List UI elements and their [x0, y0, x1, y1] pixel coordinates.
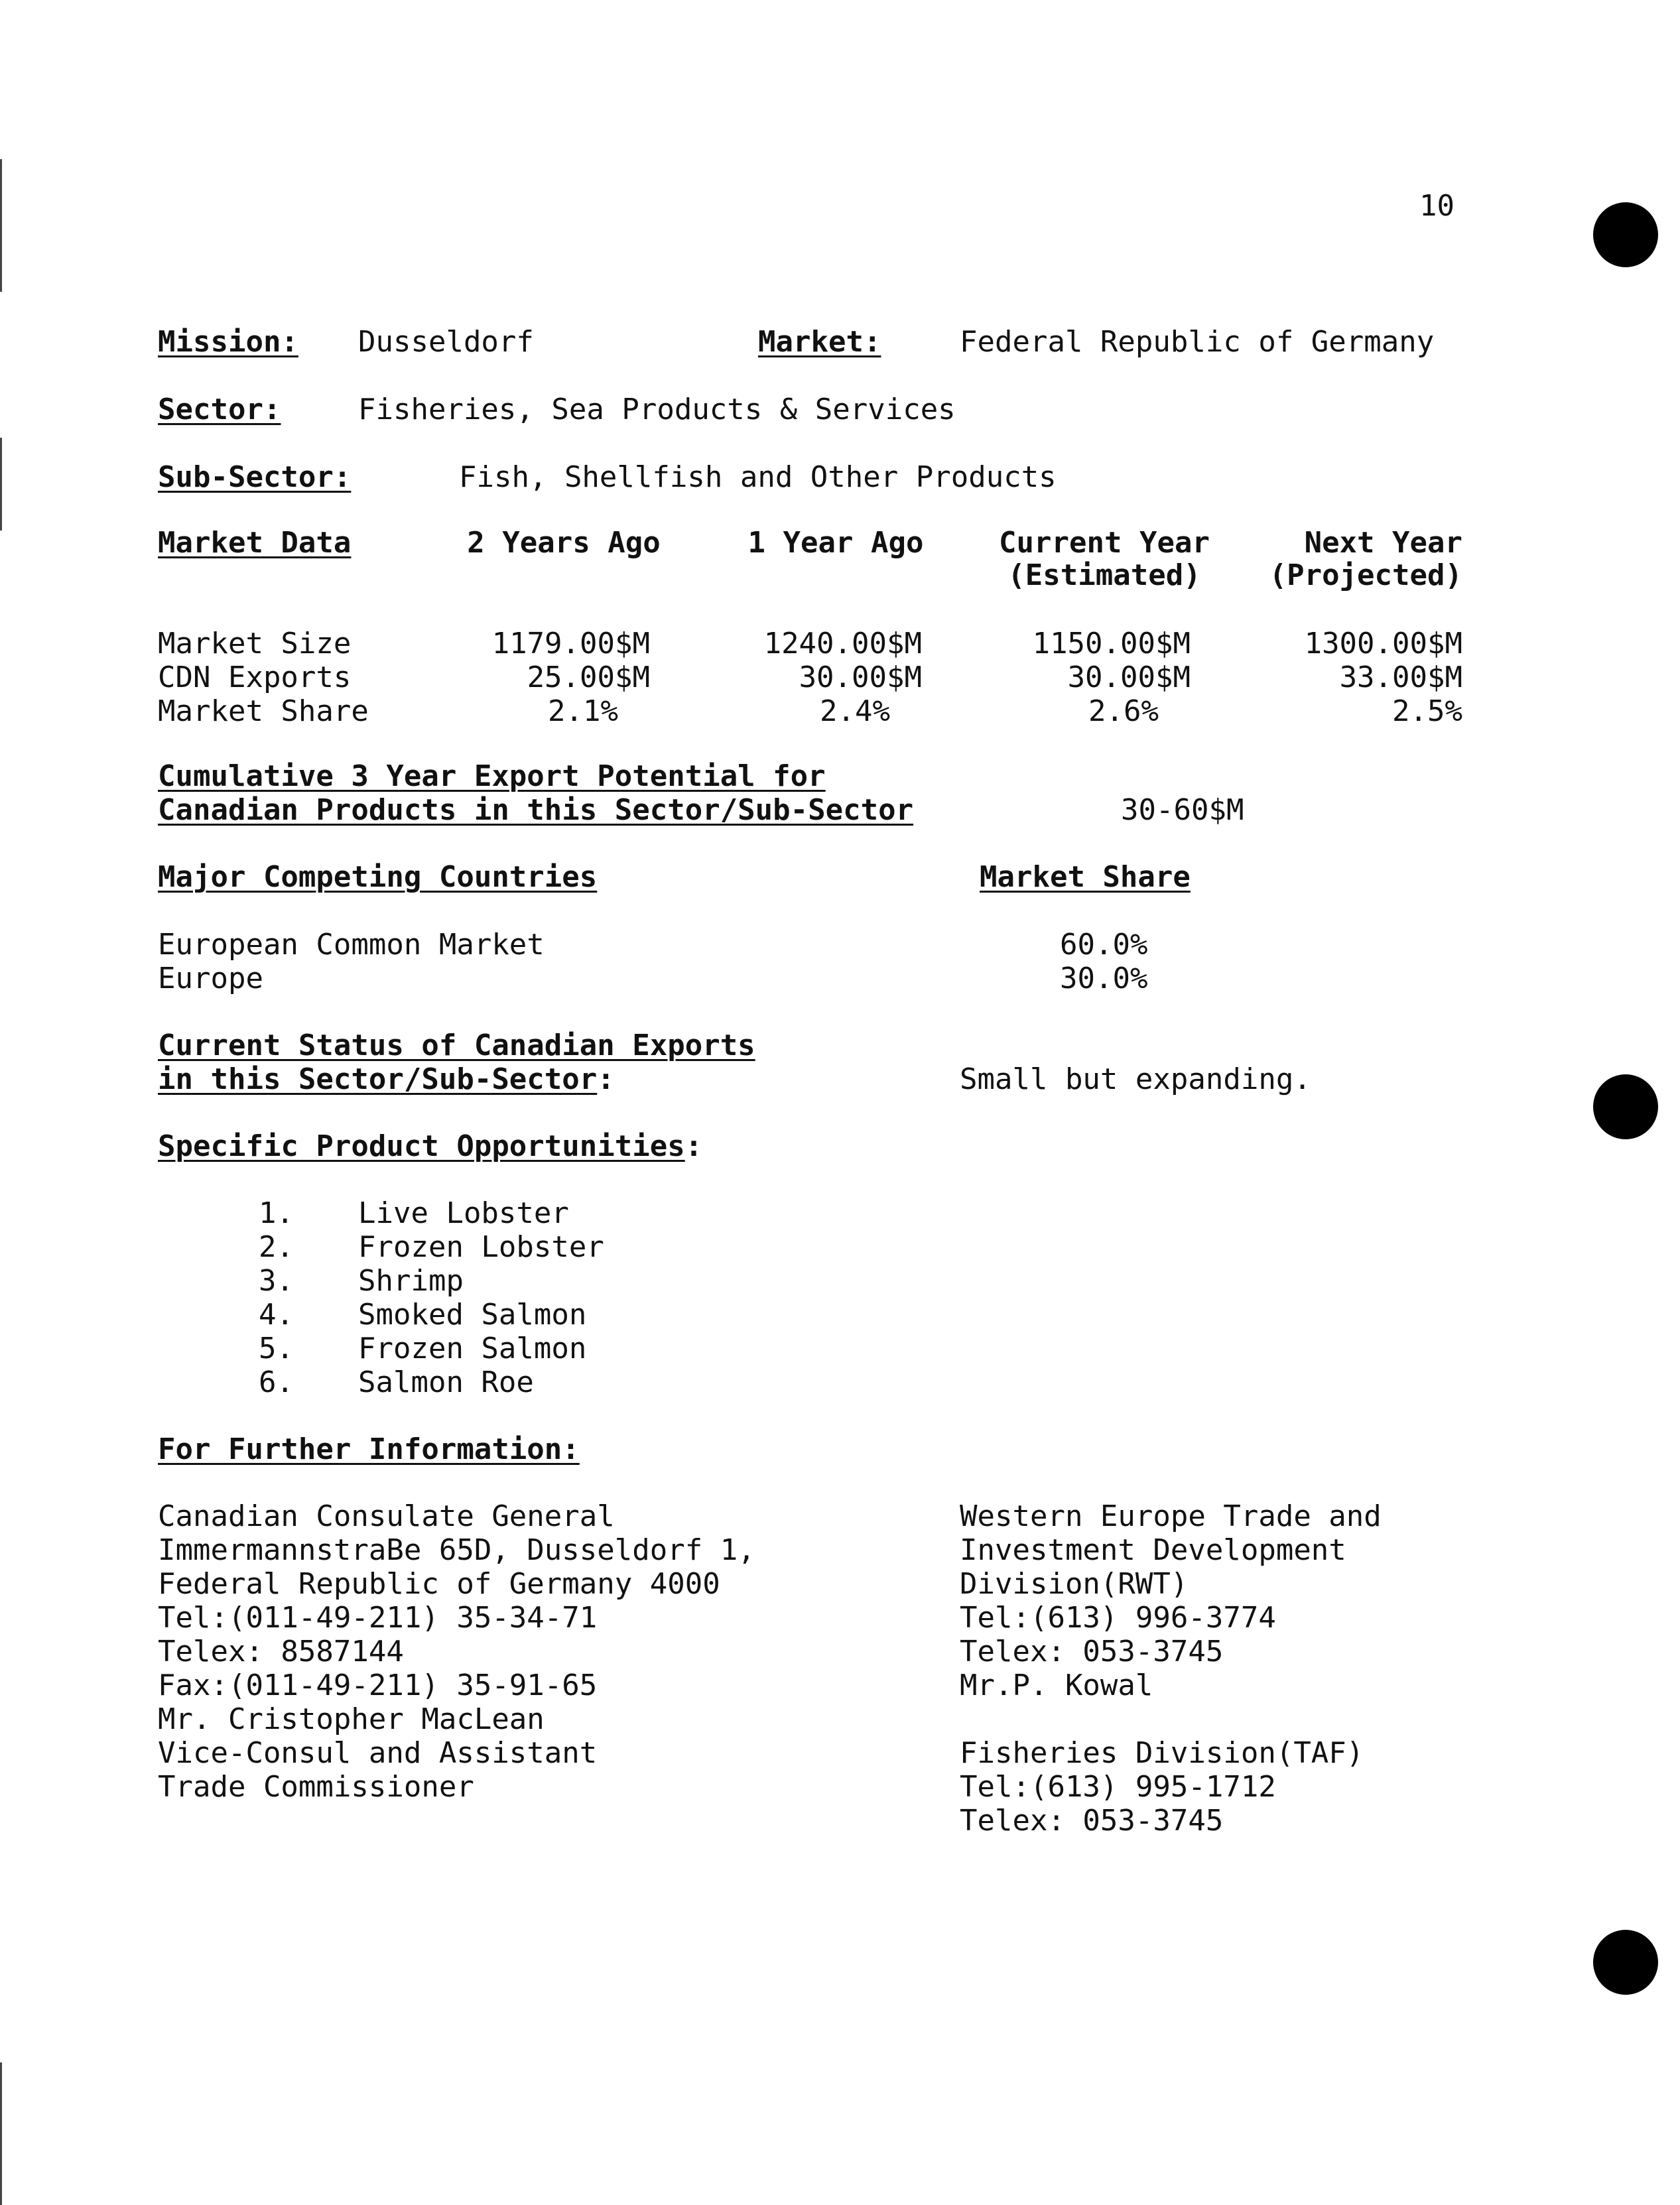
opportunities-heading	[158, 1129, 702, 1163]
row-label: CDN Exports	[158, 661, 352, 694]
list-item: Frozen Lobster	[358, 1230, 604, 1264]
contact-line: Investment Development	[960, 1533, 1346, 1567]
competitor-share: 30.0%	[1060, 962, 1148, 995]
contact-line: Canadian Consulate General	[158, 1499, 615, 1533]
sector-label: Sector:	[158, 393, 281, 426]
table-cell: 2.6%	[1088, 694, 1159, 728]
contact-line: Fax:(011-49-211) 35-91-65	[158, 1669, 598, 1702]
list-item: Live Lobster	[358, 1196, 569, 1230]
mission-label: Mission:	[158, 325, 298, 359]
list-item: Frozen Salmon	[358, 1332, 587, 1365]
status-heading: Current Status of Canadian Exports	[158, 1029, 755, 1062]
row-label: Market Share	[158, 694, 369, 728]
punch-hole-bottom	[1593, 1930, 1658, 1995]
col-header: 2 Years Ago	[467, 526, 661, 560]
table-cell: 2.1%	[548, 694, 618, 728]
table-cell: 1240.00$M	[763, 627, 922, 661]
contact-line: Fisheries Division(TAF)	[960, 1736, 1364, 1770]
potential-heading: Cumulative 3 Year Export Potential for	[158, 759, 826, 793]
status-value: Small but expanding.	[960, 1062, 1311, 1096]
further-info-heading: For Further Information:	[158, 1432, 580, 1466]
competitors-heading: Major Competing Countries	[158, 860, 598, 894]
contact-line: Mr.P. Kowal	[960, 1669, 1153, 1702]
mission-value: Dusseldorf	[358, 325, 534, 359]
market-label: Market:	[758, 325, 881, 359]
competitor-name: European Common Market	[158, 928, 545, 962]
col-subheader: (Estimated)	[1007, 558, 1201, 592]
market-value: Federal Republic of Germany	[960, 325, 1435, 359]
row-label: Market Size	[158, 627, 352, 661]
table-cell: 30.00$M	[799, 661, 922, 694]
list-item-number: 4.	[259, 1298, 294, 1332]
list-item-number: 1.	[259, 1196, 294, 1230]
col-header: Next Year	[1304, 526, 1462, 560]
list-item-number: 3.	[259, 1264, 294, 1298]
contact-line: Tel:(613) 995-1712	[960, 1770, 1276, 1804]
col-header: 1 Year Ago	[747, 526, 924, 560]
contact-line: Tel:(011-49-211) 35-34-71	[158, 1601, 598, 1635]
punch-hole-middle	[1593, 1074, 1658, 1139]
punch-hole-top	[1593, 202, 1658, 267]
potential-heading: Canadian Products in this Sector/Sub-Sector	[158, 793, 914, 827]
contact-line: Tel:(613) 996-3774	[960, 1601, 1276, 1635]
contact-line: Trade Commissioner	[158, 1770, 474, 1804]
table-cell: 1300.00$M	[1304, 627, 1462, 661]
list-item: Salmon Roe	[358, 1365, 534, 1399]
status-colon: :	[597, 1062, 615, 1096]
page-number: 10	[1419, 189, 1454, 223]
potential-value: 30-60$M	[1121, 793, 1244, 827]
table-cell: 2.4%	[820, 694, 890, 728]
list-item: Shrimp	[358, 1264, 464, 1298]
contact-line: Telex: 053-3745	[960, 1635, 1224, 1669]
contact-line: ImmermannstraBe 65D, Dusseldorf 1,	[158, 1533, 755, 1567]
contact-line: Telex: 053-3745	[960, 1804, 1224, 1838]
market-data-title: Market Data	[158, 526, 352, 560]
contact-line: Federal Republic of Germany 4000	[158, 1567, 720, 1601]
scan-edge-mark	[0, 159, 2, 292]
table-cell: 33.00$M	[1339, 661, 1462, 694]
competitor-name: Europe	[158, 962, 263, 995]
scan-edge-mark	[0, 2062, 2, 2205]
col-header: Current Year	[999, 526, 1210, 560]
table-cell: 2.5%	[1392, 694, 1462, 728]
opportunities-heading-text: Specific Product Opportunities	[158, 1129, 685, 1163]
competitor-share: 60.0%	[1060, 928, 1148, 962]
market-share-heading: Market Share	[980, 860, 1191, 894]
scan-edge-mark	[0, 438, 2, 531]
list-item-number: 6.	[259, 1365, 294, 1399]
list-item-number: 2.	[259, 1230, 294, 1264]
table-cell: 1179.00$M	[491, 627, 650, 661]
status-heading	[158, 1062, 615, 1096]
table-cell: 1150.00$M	[1032, 627, 1191, 661]
subsector-value: Fish, Shellfish and Other Products	[459, 460, 1057, 494]
table-cell: 30.00$M	[1067, 661, 1191, 694]
subsector-label: Sub-Sector:	[158, 460, 352, 494]
sector-value: Fisheries, Sea Products & Services	[358, 393, 956, 426]
status-heading-text: in this Sector/Sub-Sector	[158, 1062, 598, 1096]
table-cell: 25.00$M	[527, 661, 650, 694]
contact-line: Vice-Consul and Assistant	[158, 1736, 598, 1770]
col-subheader: (Projected)	[1269, 558, 1462, 592]
opportunities-colon: :	[684, 1129, 703, 1163]
contact-line: Division(RWT)	[960, 1567, 1189, 1601]
list-item: Smoked Salmon	[358, 1298, 587, 1332]
contact-line: Western Europe Trade and	[960, 1499, 1382, 1533]
list-item-number: 5.	[259, 1332, 294, 1365]
contact-line: Mr. Cristopher MacLean	[158, 1702, 545, 1736]
contact-line: Telex: 8587144	[158, 1635, 404, 1669]
